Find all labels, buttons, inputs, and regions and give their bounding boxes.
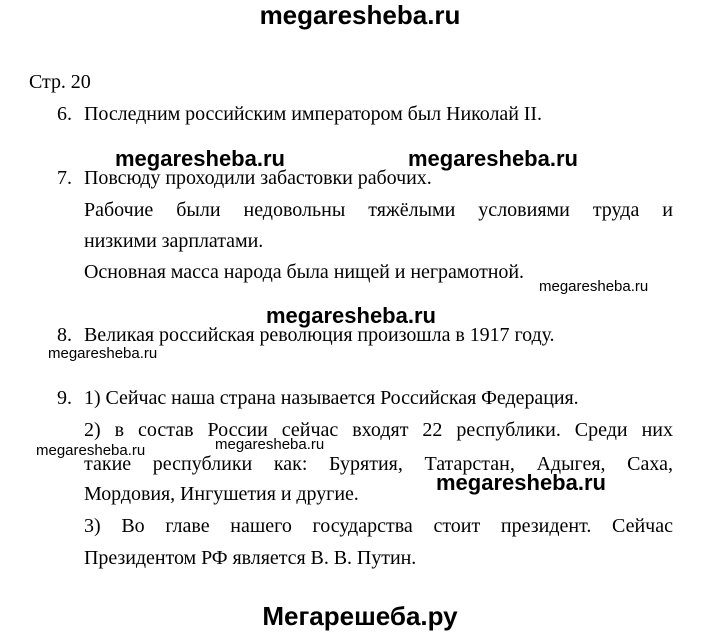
item-text-line: Президентом РФ является В. В. Путин. — [84, 547, 417, 569]
watermark-overlay: megaresheba.ru — [115, 146, 285, 171]
item-number: 9. — [57, 387, 72, 409]
watermark-overlay: megaresheba.ru — [436, 470, 606, 495]
watermark-overlay: megaresheba.ru — [48, 345, 158, 362]
item-text-line: низкими зарплатами. — [84, 230, 264, 252]
item-text-line: Рабочие были недовольны тяжёлыми условиями труда и — [84, 199, 673, 221]
page-label: Стр. 20 — [29, 71, 91, 93]
watermark-overlay: megaresheba.ru — [266, 303, 436, 328]
item-text-line: Последним российским императором был Николай II. — [84, 103, 542, 125]
item-text-line: 3) Во главе нашего государства стоит президент. Сейчас — [84, 515, 673, 537]
item-number: 7. — [57, 167, 72, 189]
footer-watermark: Мегарешеба.ру — [262, 601, 458, 631]
item-text-line: Повсюду проходили забастовки рабочих. — [84, 167, 432, 189]
header-watermark: megaresheba.ru — [259, 0, 461, 30]
watermark-overlay: megaresheba.ru — [36, 442, 146, 459]
item-text-line: 2) в состав России сейчас входят 22 республики. Среди них — [84, 419, 673, 441]
item-number: 6. — [57, 103, 72, 125]
item-number: 8. — [57, 324, 72, 346]
item-text-line: такие республики как: Бурятия, Татарстан, Адыгея, Саха, — [84, 453, 673, 475]
watermark-overlay: megaresheba.ru — [408, 146, 578, 171]
watermark-overlay: megaresheba.ru — [539, 278, 649, 295]
item-text-line: 1) Сейчас наша страна называется Российская Федерация. — [84, 387, 579, 409]
watermark-overlay: megaresheba.ru — [215, 436, 325, 453]
item-text-line: Мордовия, Ингушетия и другие. — [84, 483, 359, 505]
item-text-line: Основная масса народа была нищей и неграмотной. — [84, 261, 524, 283]
item-text-line: Великая российская революция произошла в 1917 году. — [84, 324, 555, 346]
